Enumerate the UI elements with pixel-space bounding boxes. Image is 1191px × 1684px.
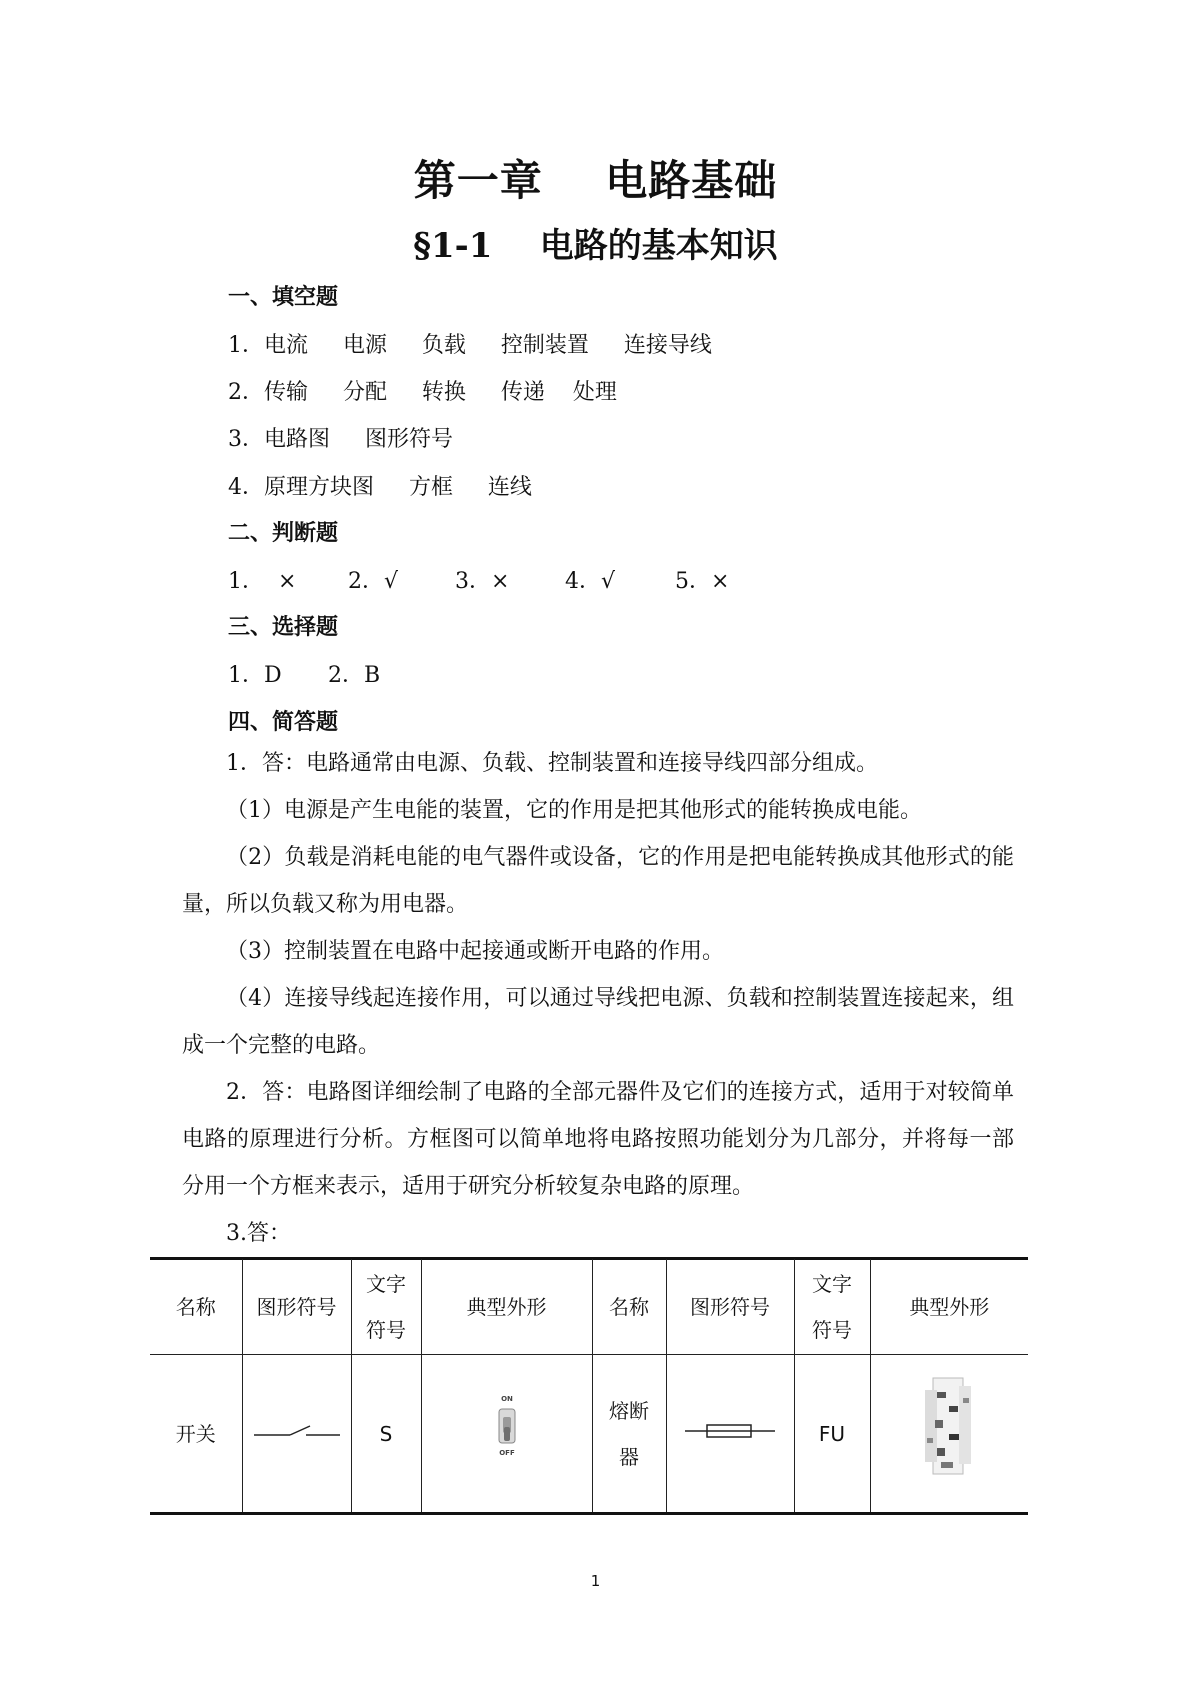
answer-paragraph: 2．答：电路图详细绘制了电路的全部元器件及它们的连接方式，适用于对较简单电路的原理进行分析。方框图可以简单地将电路按照功能划分为几部分，并将每一部分用一个方框来表示，适用于研究分析较复杂电路的原理。 xyxy=(182,1080,1014,1199)
table-header-row xyxy=(150,1259,1028,1355)
fuse-holder-icon xyxy=(911,1372,987,1480)
header-graphic-symbol: 图形符号 xyxy=(242,1259,351,1355)
cell-switch-code: S xyxy=(351,1355,421,1514)
cell-fuse-name: 熔断 器 xyxy=(592,1355,666,1514)
fill-blank-heading: 一、填空题 xyxy=(228,285,339,310)
fill-blank-item: 3．电路图 图形符号 xyxy=(228,427,453,452)
header-typical-shape: 典型外形 xyxy=(870,1259,1028,1355)
header-name: 名称 xyxy=(592,1259,666,1355)
cell-switch-symbol xyxy=(242,1355,351,1514)
switch-off-label: OFF xyxy=(498,1449,515,1457)
table-row xyxy=(150,1355,1028,1514)
true-false-item: 1． × xyxy=(228,569,297,594)
choice-item: 2．B xyxy=(328,663,381,688)
fill-blank-item: 1．电流 电源 负载 控制装置 连接导线 xyxy=(228,333,712,358)
true-false-item: 5．× xyxy=(675,569,730,594)
section-title: §1-1 电路的基本知识 xyxy=(413,226,778,266)
cell-fuse-code: FU xyxy=(794,1355,870,1514)
header-typical-shape: 典型外形 xyxy=(421,1259,592,1355)
switch-symbol-icon xyxy=(252,1421,342,1441)
answer-paragraph: （1）电源是产生电能的装置，它的作用是把其他形式的能转换成电能。 xyxy=(226,798,922,823)
table-bottom-rule xyxy=(150,1512,1028,1515)
toggle-switch-icon xyxy=(487,1391,527,1461)
header-graphic-symbol: 图形符号 xyxy=(666,1259,794,1355)
cell-switch-image xyxy=(421,1355,592,1514)
true-false-item: 4．√ xyxy=(565,569,616,594)
fuse-symbol-icon xyxy=(683,1421,777,1441)
symbol-table xyxy=(150,1259,1028,1513)
header-name: 名称 xyxy=(150,1259,242,1355)
cell-fuse-symbol xyxy=(666,1355,794,1514)
page-number: 1 xyxy=(590,1572,601,1590)
fill-blank-item: 2．传输 分配 转换 传递 处理 xyxy=(228,380,617,405)
choice-item: 1．D xyxy=(228,663,282,688)
cell-fuse-image xyxy=(870,1355,1028,1514)
switch-on-label: ON xyxy=(500,1395,513,1403)
answer-paragraph: （2）负载是消耗电能的电气器件或设备，它的作用是把电能转换成其他形式的能量，所以负载又称为用电器。 xyxy=(182,845,1014,917)
choice-heading: 三、选择题 xyxy=(228,615,339,640)
answer-paragraph: 3.答： xyxy=(226,1221,291,1246)
true-false-heading: 二、判断题 xyxy=(228,521,339,546)
header-text-symbol: 文字 符号 xyxy=(351,1259,421,1355)
fill-blank-item: 4．原理方块图 方框 连线 xyxy=(228,475,532,500)
true-false-item: 3．× xyxy=(455,569,510,594)
answer-paragraph: （4）连接导线起连接作用，可以通过导线把电源、负载和控制装置连接起来，组成一个完整的电路。 xyxy=(182,986,1014,1058)
cell-switch-name: 开关 xyxy=(150,1355,242,1514)
header-text-symbol: 文字 符号 xyxy=(794,1259,870,1355)
true-false-item: 2．√ xyxy=(348,569,399,594)
chapter-title: 第一章 电路基础 xyxy=(413,156,778,205)
short-answer-heading: 四、简答题 xyxy=(228,710,339,735)
answer-paragraph: 1．答：电路通常由电源、负载、控制装置和连接导线四部分组成。 xyxy=(226,751,878,776)
answer-paragraph: （3）控制装置在电路中起接通或断开电路的作用。 xyxy=(226,939,724,964)
